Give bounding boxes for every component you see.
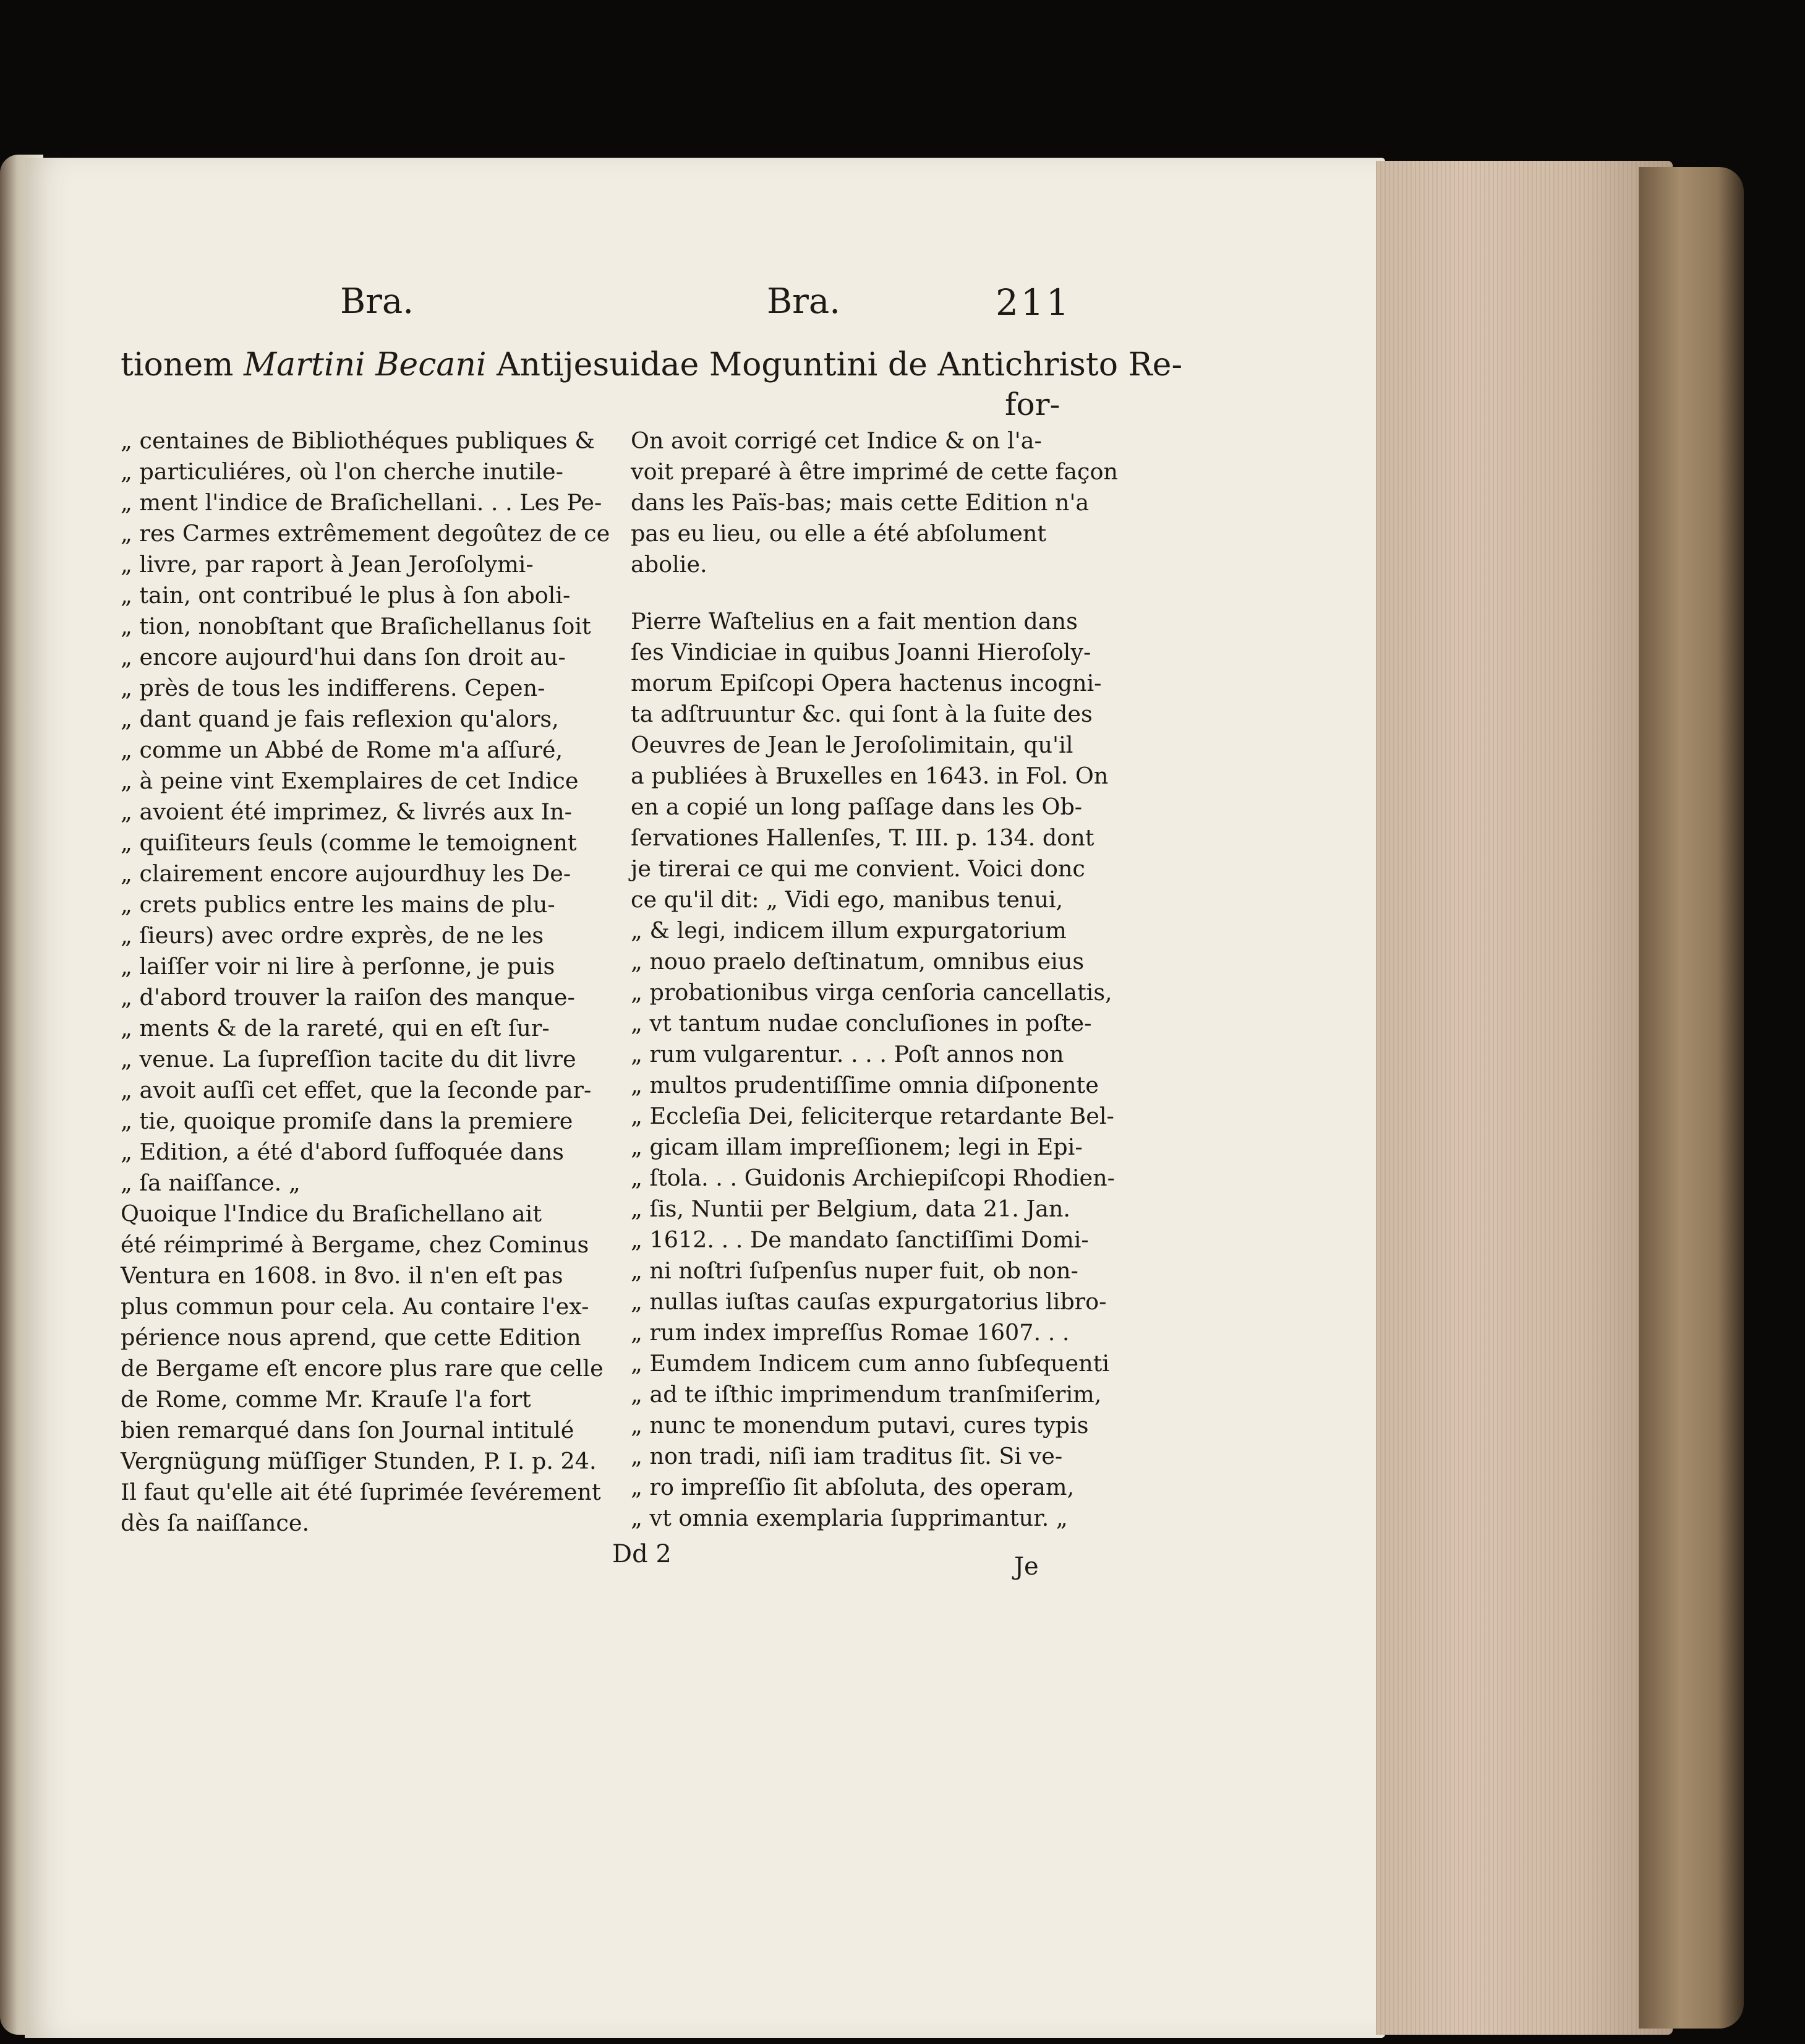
text-line: „ ni noſtri ſuſpenſus nuper fuit, ob non- [631, 1257, 1078, 1284]
text-line: „ quiſiteurs ſeuls (comme le temoignent [121, 829, 577, 856]
text-line: „ ments & de la rareté, qui en eſt ſur- [121, 1015, 550, 1041]
right-paragraph-1 [631, 425, 1118, 580]
text-line: bien remarqué dans ſon Journal intitulé [121, 1417, 574, 1443]
text-line: voit preparé à être imprimé de cette façon [631, 458, 1118, 485]
text-line: „ avoient été imprimez, & livrés aux In- [121, 798, 572, 825]
text-line: „ ſis, Nuntii per Belgium, data 21. Jan. [631, 1195, 1070, 1222]
text-line: plus commun pour cela. Au contaire l'ex- [121, 1293, 589, 1320]
text-line: „ non tradi, niſi iam traditus ſit. Si ve- [631, 1443, 1063, 1469]
running-head-center: Bra. [767, 281, 841, 322]
text-line: Vergnügung müſſiger Stunden, P. I. p. 24. [121, 1448, 597, 1474]
lead-text-1: tionem [121, 346, 244, 383]
text-line: Pierre Waſtelius en a fait mention dans [631, 608, 1078, 635]
text-line: dès ſa naiſſance. [121, 1510, 310, 1536]
text-line: périence nous aprend, que cette Edition [121, 1324, 581, 1351]
text-line: ta adſtruuntur &c. qui ſont à la ſuite des [631, 701, 1093, 727]
text-line: pas eu lieu, ou elle a été abſolument [631, 520, 1047, 547]
text-line: ce qu'il dit: „ Vidi ego, manibus tenui, [631, 886, 1064, 913]
text-line: Il faut qu'elle ait été ſuprimée ſevérement [121, 1479, 601, 1505]
left-column [121, 425, 610, 1539]
text-line: „ probationibus virga cenſoria cancellatis, [631, 979, 1112, 1006]
text-line: „ clairement encore aujourdhuy les De- [121, 860, 571, 887]
text-line: „ comme un Abbé de Rome m'a aſſuré, [121, 737, 563, 763]
text-line: morum Epiſcopi Opera hactenus incogni- [631, 670, 1102, 696]
text-line: „ ſtola. . . Guidonis Archiepiſcopi Rhodien- [631, 1165, 1115, 1191]
text-line: „ vt omnia exemplaria ſupprimantur. „ [631, 1505, 1068, 1531]
text-line: „ nullas iuſtas cauſas expurgatorius libro- [631, 1288, 1107, 1315]
text-line: „ nunc te monendum putavi, cures typis [631, 1412, 1089, 1439]
text-line: „ rum index impreſſus Romae 1607. . . [631, 1319, 1070, 1346]
right-column [631, 425, 1118, 1534]
running-head-left: Bra. [340, 281, 414, 322]
text-line: „ ro impreſſio ſit abſoluta, des operam, [631, 1474, 1075, 1500]
text-line: „ tion, nonobſtant que Braſichellanus ſoit [121, 613, 591, 639]
text-line: a publiées à Bruxelles en 1643. in Fol. On [631, 763, 1109, 789]
text-line: „ & legi, indicem illum expurgatorium [631, 917, 1067, 944]
text-line: „ Eumdem Indicem cum anno ſubſequenti [631, 1350, 1110, 1377]
lead-text-2: Antijesuidae Moguntini de Antichristo Re- [486, 346, 1183, 383]
text-line: ſes Vindiciae in quibus Joanni Hieroſoly- [631, 639, 1091, 665]
text-line: „ particuliéres, où l'on cherche inutile- [121, 458, 563, 485]
text-line: „ tie, quoique promiſe dans la premiere [121, 1108, 573, 1134]
text-line: „ centaines de Bibliothéques publiques & [121, 427, 595, 454]
text-line: „ nouo praelo deſtinatum, omnibus eius [631, 948, 1085, 975]
text-line: „ laiſſer voir ni lire à perſonne, je puis [121, 953, 555, 980]
text-line: été réimprimé à Bergame, chez Cominus [121, 1231, 589, 1258]
text-line: „ res Carmes extrêmement degoûtez de ce [121, 520, 610, 547]
text-line: „ ad te iſthic imprimendum tranſmiſerim, [631, 1381, 1102, 1408]
text-line: je tirerai ce qui me convient. Voici donc [631, 855, 1085, 882]
text-line: „ encore aujourd'hui dans ſon droit au- [121, 644, 566, 670]
text-line: „ à peine vint Exemplaires de cet Indice [121, 768, 579, 794]
text-line: „ ſa naiſſance. „ [121, 1170, 301, 1196]
text-line: „ ſieurs) avec ordre exprès, de ne les [121, 922, 544, 949]
page-fore-edge [1376, 161, 1673, 2035]
signature-mark: Dd 2 [612, 1540, 672, 1568]
text-line: „ près de tous les indifferens. Cepen- [121, 675, 545, 701]
right-paragraph-2 [631, 606, 1115, 1534]
text-line: „ multos prudentiſſime omnia diſponente [631, 1072, 1099, 1098]
text-line: de Bergame eſt encore plus rare que celle [121, 1355, 604, 1382]
book-cover [1639, 167, 1744, 2029]
text-line: „ livre, par raport à Jean Jeroſolymi- [121, 551, 534, 578]
text-line: „ rum vulgarentur. . . . Poſt annos non [631, 1041, 1064, 1067]
text-line: „ vt tantum nudae concluſiones in poſte- [631, 1010, 1092, 1037]
lead-line [121, 346, 1182, 383]
text-line: „ d'abord trouver la raiſon des manque- [121, 984, 575, 1011]
catchword-bottom: Je [1014, 1552, 1039, 1581]
text-line: Quoique l'Indice du Braſichellano ait [121, 1200, 542, 1227]
catchword-top: for- [1005, 387, 1060, 422]
text-line: „ 1612. . . De mandato ſanctiſſimi Domi- [631, 1226, 1089, 1253]
text-line: abolie. [631, 551, 707, 578]
text-line: „ tain, ont contribué le plus à ſon aboli- [121, 582, 571, 609]
lead-text-italic: Martini Becani [243, 346, 487, 383]
text-line: „ ment l'indice de Braſichellani. . . Les Pe- [121, 489, 602, 516]
text-line: de Rome, comme Mr. Krauſe l'a fort [121, 1386, 531, 1413]
text-line: dans les Païs-bas; mais cette Edition n'a [631, 489, 1090, 516]
text-line: „ dant quand je fais reflexion qu'alors, [121, 706, 559, 732]
paragraph-gap [631, 580, 1064, 606]
text-line: ſervationes Hallenſes, T. III. p. 134. dont [631, 824, 1095, 851]
text-line: Oeuvres de Jean le Jeroſolimitain, qu'il [631, 732, 1073, 758]
text-line: „ gicam illam impreſſionem; legi in Epi- [631, 1134, 1083, 1160]
text-line: On avoit corrigé cet Indice & on l'a- [631, 427, 1042, 454]
text-line: „ Eccleſia Dei, feliciterque retardante Bel- [631, 1103, 1114, 1129]
text-line: „ crets publics entre les mains de plu- [121, 891, 555, 918]
text-line: en a copié un long paſſage dans les Ob- [631, 793, 1083, 820]
text-line: „ Edition, a été d'abord ſuffoquée dans [121, 1139, 564, 1165]
text-line: „ venue. La ſupreſſion tacite du dit livre [121, 1046, 576, 1072]
text-line: „ avoit auſſi cet effet, que la ſeconde par- [121, 1077, 592, 1103]
page-number: 211 [996, 281, 1072, 323]
text-line: Ventura en 1608. in 8vo. il n'en eſt pas [121, 1262, 563, 1289]
